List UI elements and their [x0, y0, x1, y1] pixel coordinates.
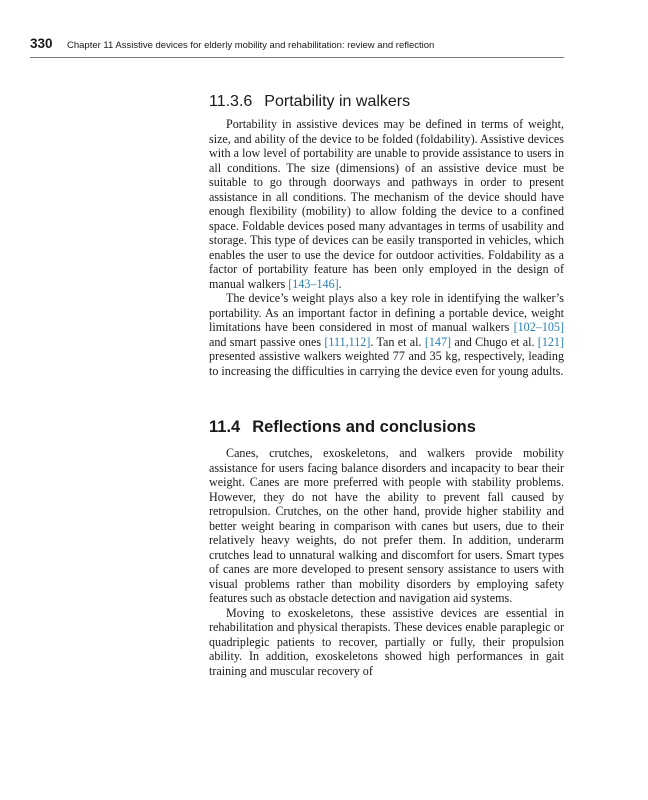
citation-link[interactable]: [102–105] [513, 320, 564, 334]
subsection-title: Portability in walkers [264, 93, 411, 110]
citation-link[interactable]: [121] [537, 334, 564, 349]
section-number: 11.4 [209, 418, 241, 436]
paragraph-text: and Chugo et al. [451, 334, 538, 349]
paragraph-text: presented assistive walkers weighted 77 and 35 kg, respectively, leading to increasing the difficulties in carrying the device even for young adults. [209, 349, 564, 378]
paragraph-text: Portability in assistive devices may be defined in terms of weight, size, and ability of the device to be folded (foldability). Assistive devices with a low level of portability are unable to provide assistance to users in all conditions. The size (dimensions) of an assistive device must be suitable to go through doorways and pathways in order to present assistance in all conditions. The mechanism of the device should have enough flexibility (mobility) to allow folding the device to a confined space. Foldable devices posed many advantages in terms of usability and storage. This type of devices can be easily transported in vehicles, which enables the user to use the device for outdoor activities. Foldability as a factor of portability feature has been only employed in the design of manual walkers [209, 117, 564, 291]
paragraph: Moving to exoskeletons, these assistive devices are essential in rehabilitation and physical therapists. These devices enable paraplegic or quadriplegic patients to recover, partially or fully, their propulsion ability. In addition, exoskeletons showed high performances in gait training and muscular recovery of [209, 605, 564, 678]
paragraph [209, 117, 564, 291]
paragraph [209, 291, 564, 378]
citation-link[interactable]: [111,112] [324, 334, 371, 349]
citation-link[interactable]: [147] [424, 334, 452, 349]
paragraph-text: . Tan et al. [370, 334, 425, 349]
paragraph-text: . [338, 276, 342, 291]
paragraph-text: and smart passive ones [209, 334, 325, 349]
citation-link[interactable]: [143–146] [288, 276, 339, 291]
running-header [30, 35, 564, 58]
running-head: Chapter 11 Assistive devices for elderly mobility and rehabilitation: review and reflection [66, 40, 435, 51]
page-number: 330 [30, 36, 53, 51]
section-title: Reflections and conclusions [252, 418, 476, 436]
paragraph: Canes, crutches, exoskeletons, and walkers provide mobility assistance for users facing balance disorders and incapacity to bear their weight. Canes are more preferred with people with stability problems. However, they do not have the ability to prevent fall caused by retropulsion. Crutches, on the other hand, provide higher stability and better weight bearing in comparison with canes but users, due to their relatively heavy weights, do not prefer them. In addition, underarm crutches lead to unnatural walking and discomfort for users. Smart types of canes are more developed to present sensory assistance to users with visual problems rather than mobility disorders by employing safety features such as obstacle detection and navigation aid systems. [209, 446, 564, 605]
subsection-number: 11.3.6 [209, 93, 253, 110]
subsection-heading [209, 93, 564, 111]
page-body [209, 93, 564, 678]
section-heading [209, 418, 564, 437]
paragraph-text: The device’s weight plays also a key role in identifying the walker’s portability. As an important factor in defining a portable device, weight limitations have been considered in most of manual walkers [209, 291, 564, 334]
